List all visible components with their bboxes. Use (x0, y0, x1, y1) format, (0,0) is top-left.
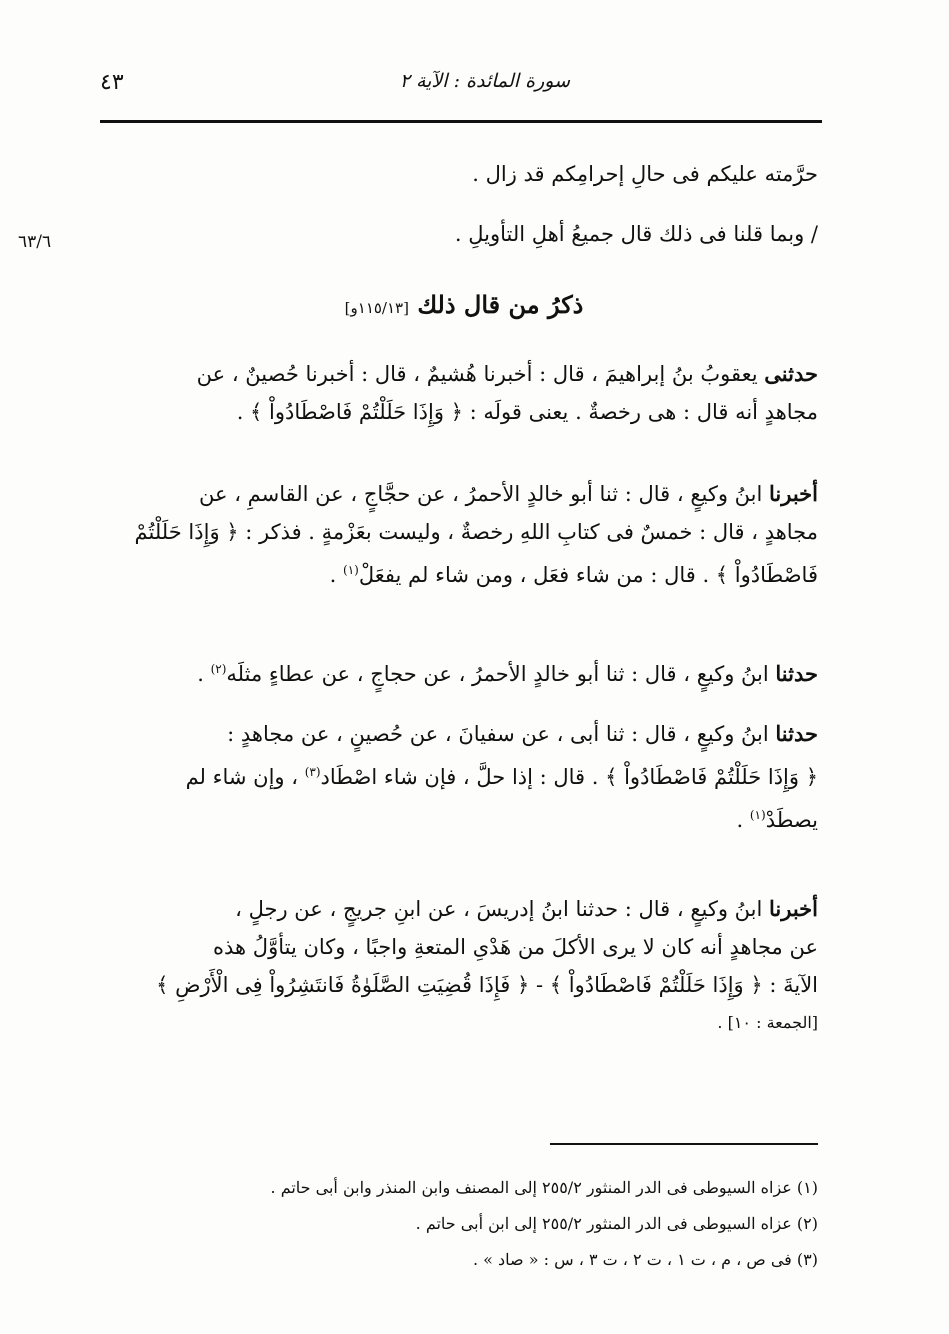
text-line (102, 753, 818, 796)
text-line (102, 796, 818, 839)
footnote-rule (550, 1143, 818, 1145)
paragraph-2 (102, 475, 818, 594)
intro-text (102, 155, 818, 253)
paragraph-3 (102, 650, 818, 693)
chain-text: يصطَدْ (765, 808, 818, 832)
footnote-marker: (٣) (304, 765, 321, 779)
text-line (102, 355, 818, 393)
text-line: [الجمعة : ١٠] . (717, 1013, 818, 1032)
text-line: حرَّمته عليكم فى حالِ إحرامِكم قد زال . (472, 162, 818, 186)
chain-text: فَاصْطَادُواْ ﴾ . قال : من شاء فعَل ، ومن شاء لم يفعَلْ (358, 563, 818, 587)
heading-title: ذكرُ من قال ذلك (417, 290, 584, 319)
text-line: مجاهدٍ ، قال : خمسٌ فى كتابِ اللهِ رخصةٌ ، وليست بعَزْمةٍ . فذكر : ﴿ وَإِذَا حَلَلْتُمْ (134, 520, 818, 544)
footnote: (١) عزاه السيوطى فى الدر المنثور ٢٥٥/٢ إلى المصنف وابن المنذر وابن أبى حاتم . (270, 1178, 818, 1197)
footnotes (102, 1170, 818, 1278)
footnote: (٢) عزاه السيوطى فى الدر المنثور ٢٥٥/٢ إلى ابن أبى حاتم . (415, 1214, 818, 1233)
chain-text: ابنُ وكيعٍ ، قال : ثنا أبو خالدٍ الأحمرُ ، عن حجاجٍ ، عن عطاءٍ مثلَه (226, 662, 776, 686)
text-line (102, 475, 818, 513)
running-title: سورة المائدة : الآية ٢ (399, 70, 570, 92)
heading-reference: [١١٥/١٣و] (344, 299, 409, 317)
chain-text: ابنُ وكيعٍ ، قال : حدثنا ابنُ إدريسَ ، عن ابنِ جريجٍ ، عن رجلٍ ، (235, 897, 770, 921)
page-number: ٤٣ (100, 70, 124, 95)
footnote-marker: (١) (749, 808, 766, 822)
chain-lead: أخبرنا (769, 481, 818, 506)
section-heading (100, 290, 820, 319)
line-end: . (197, 662, 211, 686)
text-line (102, 890, 818, 928)
chain-lead: أخبرنا (769, 896, 818, 921)
text-line: / وبما قلنا فى ذلك قال جميعُ أهلِ التأويلِ . (454, 222, 818, 246)
text-line: عن مجاهدٍ أنه كان لا يرى الأكلَ من هَدْىِ المتعةِ واجبًا ، وكان يتأوَّلُ هذه (213, 935, 818, 959)
chain-text: ﴿ وَإِذَا حَلَلْتُمْ فَاصْطَادُواْ ﴾ . قال : إذا حلَّ ، فإن شاء اصْطَاد (320, 765, 818, 789)
text-line: مجاهدٍ أنه قال : هى رخصةٌ . يعنى قولَه : ﴿ وَإِذَا حَلَلْتُمْ فَاصْطَادُواْ ﴾ . (236, 400, 818, 424)
chain-text: ابنُ وكيعٍ ، قال : ثنا أبى ، عن سفيانَ ، عن حُصينٍ ، عن مجاهدٍ : (227, 722, 776, 746)
chain-lead: حدثنا (775, 661, 818, 686)
footnote-marker: (٢) (210, 662, 227, 676)
text-line (102, 715, 818, 753)
line-end: . (329, 563, 344, 587)
header-rule (100, 120, 822, 123)
footnote-marker: (١) (343, 563, 359, 577)
chain-lead: حدثنى (764, 361, 818, 386)
text-line: الآيةَ : ﴿ وَإِذَا حَلَلْتُمْ فَاصْطَادُواْ ﴾ - ﴿ فَإِذَا قُضِيَتِ الصَّلَوٰةُ فَانتَشِرُواْ فِى الْأَرْضِ ﴾ (156, 973, 818, 997)
paragraph-1 (102, 355, 818, 431)
footnote: (٣) فى ص ، م ، ت ١ ، ت ٢ ، ت ٣ ، س : « صاد » . (473, 1250, 818, 1269)
line-end: . (736, 808, 750, 832)
text-line (102, 551, 818, 594)
paragraph-5 (102, 890, 818, 1042)
chain-lead: حدثنا (775, 721, 818, 746)
paragraph-4 (102, 715, 818, 839)
chain-text: يعقوبُ بنُ إبراهيمَ ، قال : أخبرنا هُشيمٌ ، قال : أخبرنا حُصينٌ ، عن (196, 362, 765, 386)
chain-text: ، وإن شاء لم (185, 765, 305, 789)
page-header (100, 70, 820, 110)
chain-text: ابنُ وكيعٍ ، قال : ثنا أبو خالدٍ الأحمرُ ، عن حجَّاجٍ ، عن القاسمِ ، عن (199, 482, 770, 506)
margin-reference: ٦٣/٦ (18, 232, 52, 252)
text-line (102, 650, 818, 693)
